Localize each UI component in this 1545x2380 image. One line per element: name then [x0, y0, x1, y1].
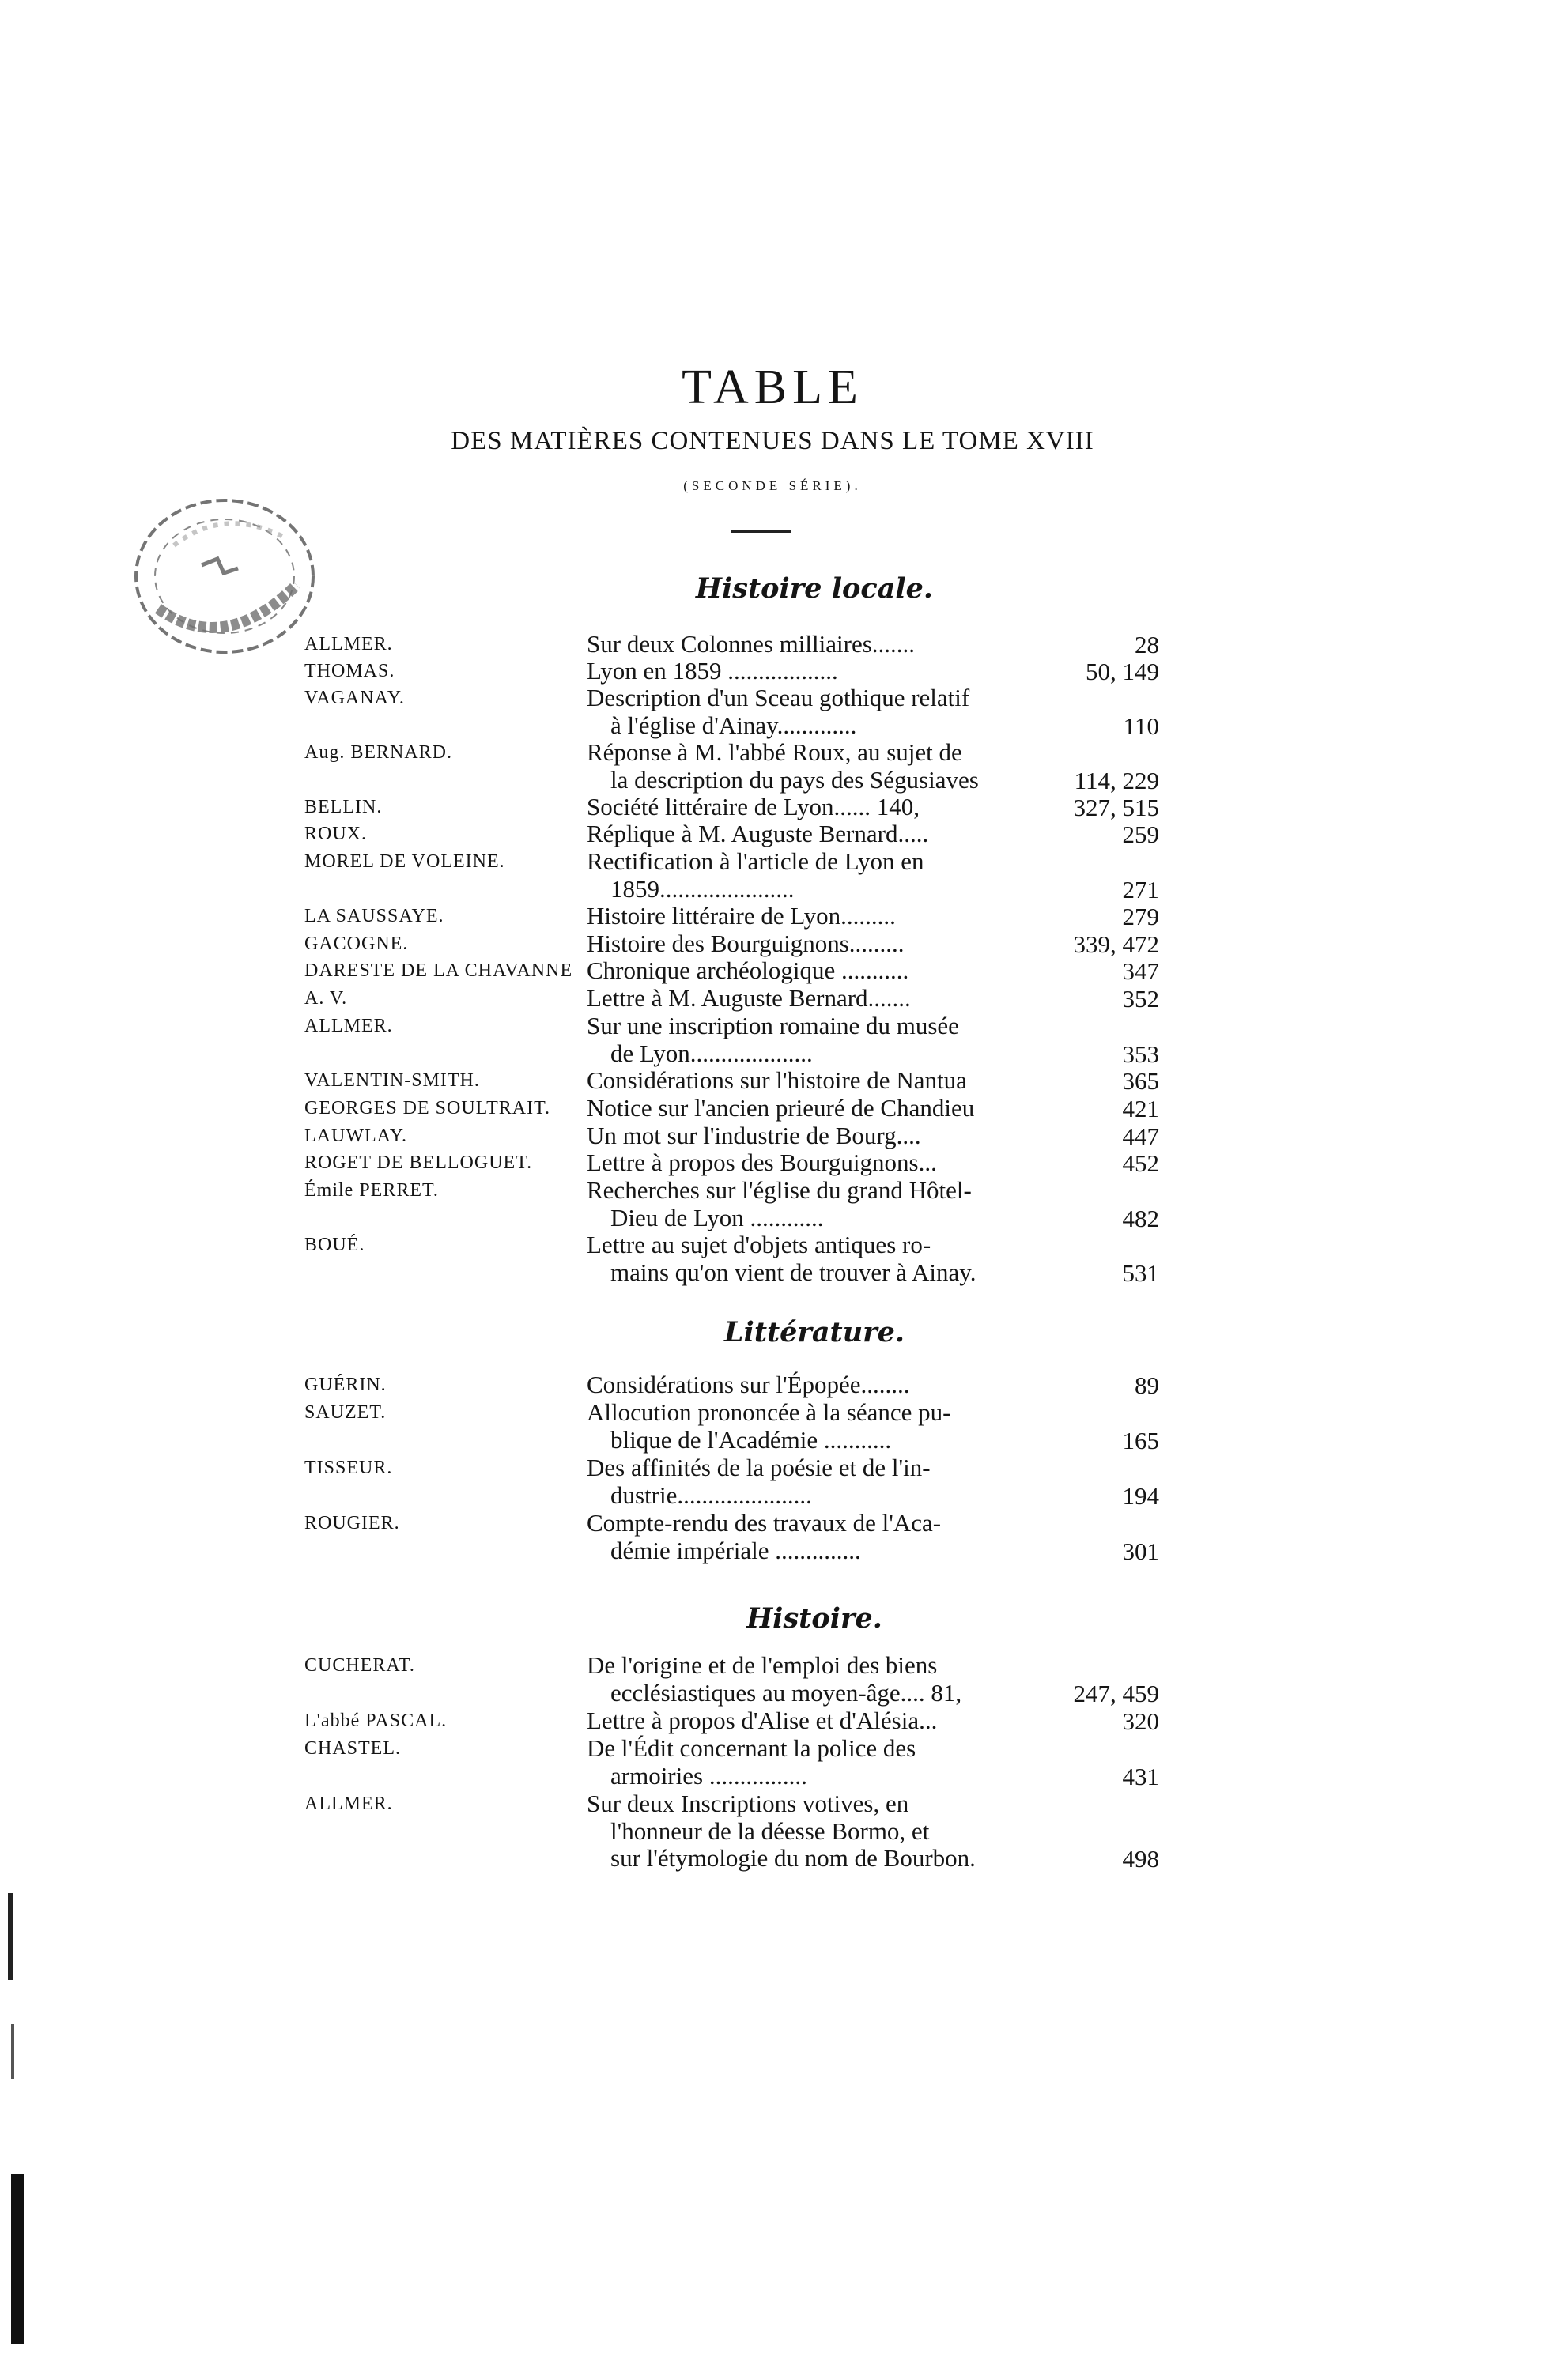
entry-title-line: Lyon en 1859 .................. — [587, 657, 838, 685]
entry-title-line: blique de l'Académie ........... — [610, 1425, 892, 1454]
entry-title-line: Dieu de Lyon ............ — [610, 1203, 824, 1231]
entry-pages: 110 — [1123, 711, 1159, 740]
entry-pages: 447 — [1122, 1122, 1159, 1150]
entry-author: VAGANAY. — [304, 688, 405, 708]
entry-title — [587, 1095, 1029, 1122]
entry-pages: 339, 472 — [1073, 930, 1159, 958]
entry-title — [587, 1067, 1029, 1095]
entry-title-line: à l'église d'Ainay............. — [610, 711, 857, 739]
entry-title — [587, 848, 1029, 903]
entry-pages: 498 — [1122, 1845, 1159, 1873]
entry-title-line: sur l'étymologie du nom de Bourbon. — [610, 1844, 976, 1872]
entry-title — [587, 820, 1029, 848]
entry-pages: 28 — [1135, 631, 1159, 658]
entry-author: THOMAS. — [304, 661, 395, 681]
entry-author: DARESTE DE LA CHAVANNE — [304, 960, 573, 981]
entry-title-line: Considérations sur l'histoire de Nantua — [587, 1066, 967, 1094]
entry-title-line: Sur deux Colonnes milliaires....... — [587, 630, 916, 658]
entry-title-line: Chronique archéologique ........... — [587, 956, 909, 984]
entry-author: ROGET DE BELLOGUET. — [304, 1152, 533, 1173]
entry-title — [587, 1790, 1029, 1873]
entry-author: Aug. BERNARD. — [304, 742, 453, 763]
entry-title-line: Notice sur l'ancien prieuré de Chandieu — [587, 1094, 975, 1122]
entry-title-line: 1859...................... — [610, 874, 795, 903]
entry-author: CHASTEL. — [304, 1738, 401, 1759]
entry-title-line: Société littéraire de Lyon...... 140, — [587, 793, 920, 820]
entry-title-line: Lettre au sujet d'objets antiques ro- — [587, 1231, 931, 1258]
entry-title — [587, 1652, 1029, 1707]
entry-title — [587, 685, 1029, 739]
entry-title-line: Considérations sur l'Épopée........ — [587, 1371, 910, 1398]
entry-title — [587, 1454, 1029, 1509]
entry-pages: 353 — [1122, 1039, 1159, 1068]
entry-author: ALLMER. — [304, 1016, 393, 1036]
title-rule — [731, 530, 791, 533]
entry-title-line: Description d'un Sceau gothique relatif — [587, 684, 970, 711]
page-title: TABLE — [682, 360, 863, 414]
entry-pages: 482 — [1122, 1204, 1159, 1232]
entry-title-line: de Lyon.................... — [610, 1039, 813, 1067]
entry-title — [587, 1149, 1029, 1177]
entry-title — [587, 1122, 1029, 1150]
entry-title-line: Lettre à propos des Bourguignons... — [587, 1149, 937, 1176]
entry-pages: 531 — [1122, 1258, 1159, 1287]
entry-title-line: mains qu'on vient de trouver à Ainay. — [610, 1258, 976, 1286]
entry-pages: 259 — [1122, 820, 1159, 848]
entry-author: LAUWLAY. — [304, 1126, 408, 1146]
entry-pages: 452 — [1122, 1149, 1159, 1177]
entry-title — [587, 957, 1029, 985]
page-edge-marks — [0, 0, 47, 2380]
entry-title-line: Un mot sur l'industrie de Bourg.... — [587, 1122, 921, 1149]
entry-title-line: Rectification à l'article de Lyon en — [587, 847, 924, 875]
entry-author: GUÉRIN. — [304, 1375, 387, 1395]
entry-title — [587, 1735, 1029, 1790]
entry-title — [587, 930, 1029, 958]
entry-title — [587, 658, 1029, 685]
entry-title-line: dustrie...................... — [610, 1480, 812, 1509]
entry-pages: 50, 149 — [1086, 658, 1159, 685]
entry-author: SAUZET. — [304, 1402, 387, 1423]
entry-title — [587, 903, 1029, 930]
entry-author: ALLMER. — [304, 1793, 393, 1814]
entry-pages: 301 — [1122, 1537, 1159, 1565]
entry-title — [587, 1707, 1029, 1735]
entry-title — [587, 1399, 1029, 1454]
entry-title-line: l'honneur de la déesse Bormo, et — [610, 1816, 930, 1845]
entry-title-line: démie impériale .............. — [610, 1536, 861, 1564]
entry-author: GACOGNE. — [304, 934, 409, 954]
entry-title — [587, 794, 1029, 821]
entry-pages: 347 — [1122, 957, 1159, 985]
entry-author: ALLMER. — [304, 634, 393, 654]
entry-pages: 194 — [1122, 1481, 1159, 1510]
entry-title-line: Histoire littéraire de Lyon......... — [587, 902, 896, 930]
page-subtitle: DES MATIÈRES CONTENUES DANS LE TOME XVIII — [451, 427, 1094, 455]
entry-title-line: la description du pays des Ségusiaves — [610, 765, 979, 794]
entry-author: TISSEUR. — [304, 1458, 393, 1478]
entry-title-line: De l'origine et de l'emploi des biens — [587, 1651, 938, 1679]
entry-author: GEORGES DE SOULTRAIT. — [304, 1098, 551, 1118]
section-heading-histoire-locale: Histoire locale. — [695, 572, 934, 605]
entry-pages: 320 — [1122, 1707, 1159, 1735]
entry-title-line: Sur deux Inscriptions votives, en — [587, 1790, 909, 1817]
entry-author: Émile PERRET. — [304, 1180, 439, 1201]
entry-title — [587, 1013, 1029, 1067]
section-heading-litterature: Littérature. — [723, 1316, 905, 1348]
entry-author: MOREL DE VOLEINE. — [304, 851, 505, 872]
entry-pages: 365 — [1122, 1067, 1159, 1095]
entry-pages: 165 — [1122, 1426, 1159, 1454]
entry-title-line: Histoire des Bourguignons......... — [587, 930, 905, 957]
entry-pages: 247, 459 — [1073, 1679, 1159, 1707]
entry-pages: 431 — [1122, 1762, 1159, 1790]
entry-pages: 421 — [1122, 1095, 1159, 1122]
entry-author: BELLIN. — [304, 797, 383, 817]
entry-author: BOUÉ. — [304, 1235, 365, 1255]
entry-author: LA SAUSSAYE. — [304, 906, 444, 926]
entry-pages: 271 — [1122, 875, 1159, 903]
entry-author: ROUX. — [304, 824, 368, 844]
series-label: (SECONDE SÉRIE). — [683, 478, 862, 493]
entry-title-line: Compte-rendu des travaux de l'Aca- — [587, 1509, 942, 1537]
entry-title-line: De l'Édit concernant la police des — [587, 1734, 916, 1762]
entry-title — [587, 985, 1029, 1013]
entry-title-line: ecclésiastiques au moyen-âge.... 81, — [610, 1678, 962, 1707]
entry-title-line: Sur une inscription romaine du musée — [587, 1012, 959, 1039]
entry-title-line: Réplique à M. Auguste Bernard..... — [587, 820, 929, 847]
entry-title-line: Allocution prononcée à la séance pu- — [587, 1398, 951, 1426]
entry-pages: 89 — [1135, 1371, 1159, 1399]
entry-author: ROUGIER. — [304, 1513, 400, 1533]
entry-pages: 114, 229 — [1074, 766, 1159, 794]
entry-pages: 327, 515 — [1073, 794, 1159, 821]
entry-title — [587, 631, 1029, 658]
entry-author: L'abbé PASCAL. — [304, 1711, 448, 1731]
entry-title-line: armoiries ................ — [610, 1761, 807, 1790]
entry-pages: 279 — [1122, 903, 1159, 930]
entry-author: VALENTIN-SMITH. — [304, 1070, 480, 1091]
entry-title — [587, 739, 1029, 794]
entry-title — [587, 1177, 1029, 1231]
entry-pages: 352 — [1122, 985, 1159, 1013]
entry-title — [587, 1231, 1029, 1286]
entry-title-line: Réponse à M. l'abbé Roux, au sujet de — [587, 738, 962, 766]
entry-title-line: Des affinités de la poésie et de l'in- — [587, 1454, 931, 1481]
entry-author: CUCHERAT. — [304, 1655, 415, 1676]
entry-title-line: Recherches sur l'église du grand Hôtel- — [587, 1176, 972, 1204]
entry-title-line: Lettre à propos d'Alise et d'Alésia... — [587, 1707, 938, 1734]
entry-title — [587, 1510, 1029, 1564]
entry-title-line: Lettre à M. Auguste Bernard....... — [587, 984, 911, 1012]
section-heading-histoire: Histoire. — [746, 1602, 882, 1635]
entry-author: A. V. — [304, 988, 348, 1009]
library-stamp-icon — [127, 490, 323, 662]
entry-title — [587, 1371, 1029, 1399]
